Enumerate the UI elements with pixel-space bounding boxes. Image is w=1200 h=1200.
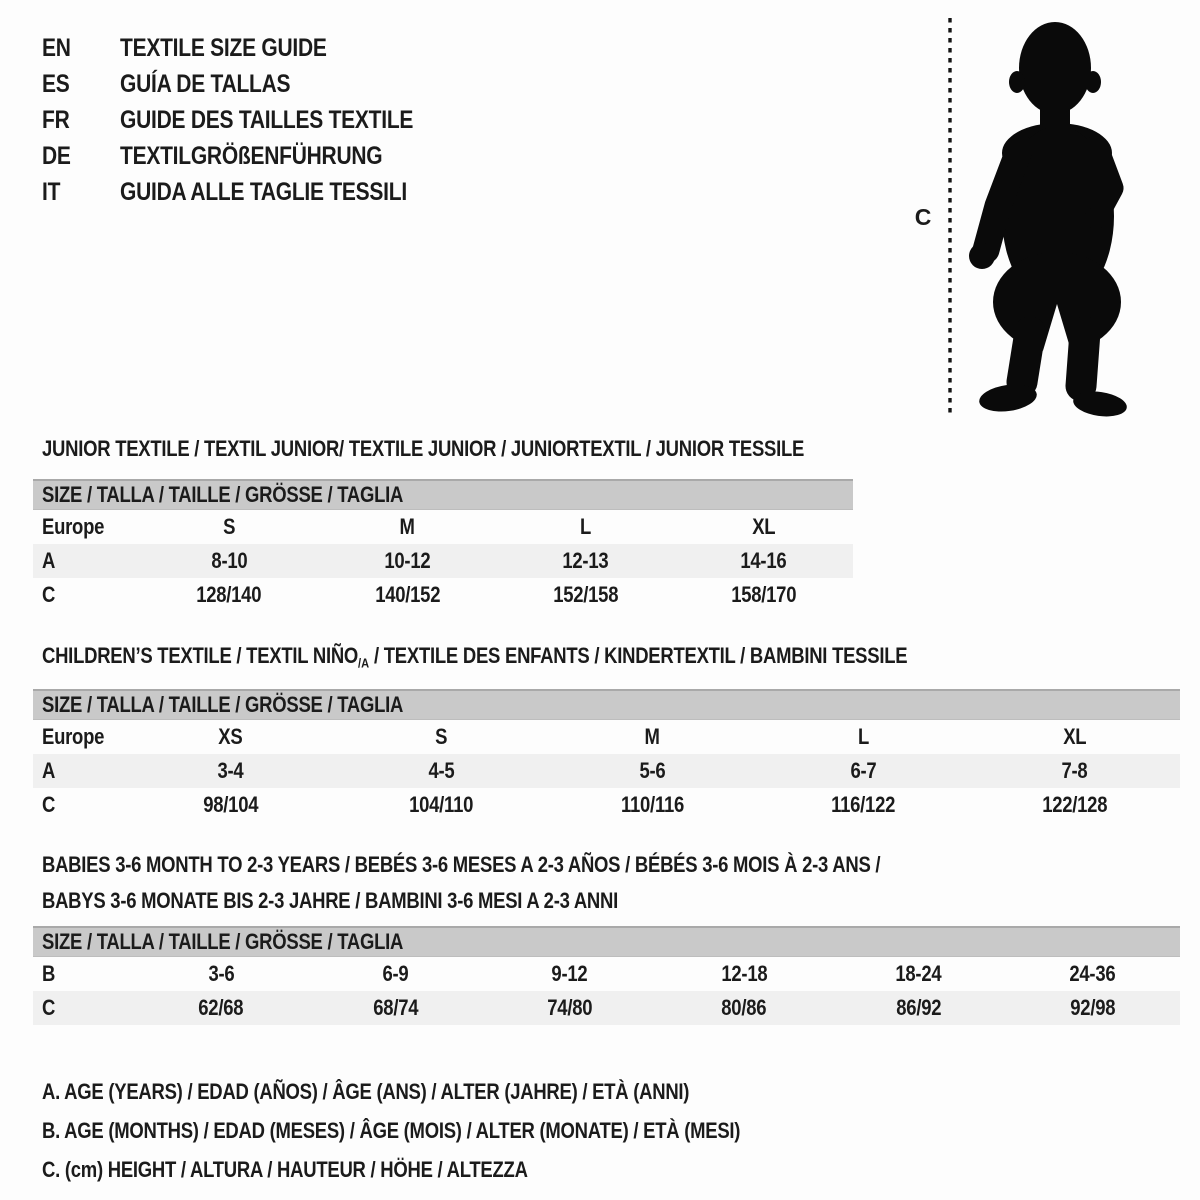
- babies-section-title-line1: [42, 852, 1040, 878]
- legend-line-a: [42, 1072, 873, 1111]
- junior-section-title-text: JUNIOR TEXTILE / TEXTIL JUNIOR/ TEXTILE JUNIOR / JUNIORTEXTIL / JUNIOR TESSILE: [42, 436, 805, 461]
- table-row: [33, 544, 853, 578]
- age-value: 14-16: [740, 548, 787, 573]
- age-value: 12-13: [562, 548, 609, 573]
- age-value: 4-5: [428, 758, 455, 783]
- table-row: [33, 720, 1180, 754]
- size-value: XS: [218, 724, 243, 749]
- height-value: 140/152: [374, 582, 440, 607]
- guide-title: TEXTILGRÖßENFÜHRUNG: [120, 141, 383, 170]
- height-value: 104/110: [409, 792, 474, 817]
- row-label: Europe: [42, 724, 105, 749]
- height-value: 98/104: [202, 792, 259, 817]
- guide-title: GUÍA DE TALLAS: [120, 69, 291, 98]
- language-code: EN: [42, 33, 71, 62]
- list-item: [42, 174, 469, 210]
- size-value: L: [580, 514, 592, 539]
- age-value: 8-10: [211, 548, 248, 573]
- size-value: XL: [1062, 724, 1087, 749]
- guide-title: GUIDA ALLE TAGLIE TESSILI: [120, 177, 407, 206]
- size-header-band: [33, 479, 853, 510]
- age-months-value: 18-24: [895, 961, 942, 986]
- babies-size-table: [33, 926, 1180, 1025]
- height-value: 80/86: [721, 995, 767, 1020]
- height-measure-label: C: [914, 204, 932, 230]
- size-header-text: SIZE / TALLA / TAILLE / GRÖSSE / TAGLIA: [42, 482, 404, 507]
- legend-line-b: [42, 1111, 873, 1150]
- height-value: 68/74: [372, 995, 418, 1020]
- size-value: XL: [752, 514, 776, 539]
- age-months-value: 3-6: [208, 961, 235, 986]
- guide-title: GUIDE DES TAILLES TEXTILE: [120, 105, 414, 134]
- table-row: [33, 578, 853, 612]
- height-measure-dashed-line: [944, 12, 956, 422]
- baby-silhouette-icon: [958, 16, 1140, 420]
- row-label: B: [42, 961, 56, 986]
- age-value: 6-7: [850, 758, 877, 783]
- row-label: A: [42, 758, 56, 783]
- legend-line-c: [42, 1150, 873, 1189]
- children-size-table: [33, 689, 1180, 822]
- figure-area: [900, 0, 1200, 430]
- age-value: 7-8: [1061, 758, 1088, 783]
- height-value: 128/140: [196, 582, 262, 607]
- height-value: 116/122: [831, 792, 896, 817]
- age-value: 3-4: [217, 758, 244, 783]
- height-value: 158/170: [731, 582, 797, 607]
- height-value: 86/92: [895, 995, 941, 1020]
- nino-a-subscript: /A: [358, 655, 370, 671]
- language-code: IT: [42, 177, 61, 206]
- legend-text-c: C. (cm) HEIGHT / ALTURA / HAUTEUR / HÖHE / ALTEZZA: [42, 1156, 528, 1182]
- list-item: [42, 102, 469, 138]
- language-code: FR: [42, 105, 70, 134]
- age-months-value: 9-12: [551, 961, 588, 986]
- list-item: [42, 138, 469, 174]
- list-item: [42, 66, 469, 102]
- babies-title-text-line2: BABYS 3-6 MONATE BIS 2-3 JAHRE / BAMBINI 3-6 MESI A 2-3 ANNI: [42, 888, 618, 913]
- age-months-value: 6-9: [382, 961, 409, 986]
- legend-text-a: A. AGE (YEARS) / EDAD (AÑOS) / ÂGE (ANS) / ALTER (JAHRE) / ETÀ (ANNI): [42, 1078, 690, 1104]
- children-section-title: [42, 643, 1072, 671]
- height-value: 62/68: [198, 995, 244, 1020]
- children-section-title-text: CHILDREN’S TEXTILE / TEXTIL $NIÑO_{/A}$ / TEXTILE DES ENFANTS / KINDERTEXTIL / BAMBINI TESSILE: [42, 643, 908, 671]
- language-code: ES: [42, 69, 70, 98]
- age-months-value: 12-18: [721, 961, 768, 986]
- size-header-band: [33, 926, 1180, 957]
- row-label: C: [42, 995, 56, 1020]
- height-value: 74/80: [547, 995, 593, 1020]
- table-row: [33, 991, 1180, 1025]
- table-row: [33, 754, 1180, 788]
- junior-section-title: [42, 436, 949, 462]
- legend: [42, 1072, 873, 1189]
- size-value: M: [399, 514, 415, 539]
- legend-text-b: B. AGE (MONTHS) / EDAD (MESES) / ÂGE (MOIS) / ALTER (MONATE) / ETÀ (MESI): [42, 1117, 741, 1143]
- table-row: [33, 957, 1180, 991]
- table-row: [33, 788, 1180, 822]
- height-value: 110/116: [621, 792, 684, 817]
- row-label: Europe: [42, 514, 105, 539]
- table-row: [33, 510, 853, 544]
- language-code: DE: [42, 141, 71, 170]
- height-value: 152/158: [553, 582, 619, 607]
- size-value: S: [435, 724, 448, 749]
- row-label: A: [42, 548, 56, 573]
- babies-title-text-line1: BABIES 3-6 MONTH TO 2-3 YEARS / BEBÉS 3-6 MESES A 2-3 AÑOS / BÉBÉS 3-6 MOIS À 2-3 ANS /: [42, 852, 881, 877]
- size-value: S: [223, 514, 236, 539]
- size-value: M: [644, 724, 661, 749]
- babies-section-title-line2: [42, 888, 728, 914]
- height-value: 92/98: [1070, 995, 1116, 1020]
- height-value: 122/128: [1041, 792, 1108, 817]
- guide-title: TEXTILE SIZE GUIDE: [120, 33, 327, 62]
- row-label: C: [42, 582, 56, 607]
- age-months-value: 24-36: [1069, 961, 1116, 986]
- size-header-band: [33, 689, 1180, 720]
- size-value: L: [857, 724, 870, 749]
- language-title-list: [42, 30, 469, 210]
- row-label: C: [42, 792, 56, 817]
- list-item: [42, 30, 469, 66]
- junior-size-table: [33, 479, 853, 612]
- size-header-text: SIZE / TALLA / TAILLE / GRÖSSE / TAGLIA: [42, 929, 404, 954]
- age-value: 5-6: [639, 758, 666, 783]
- size-header-text: SIZE / TALLA / TAILLE / GRÖSSE / TAGLIA: [42, 692, 404, 717]
- age-value: 10-12: [384, 548, 431, 573]
